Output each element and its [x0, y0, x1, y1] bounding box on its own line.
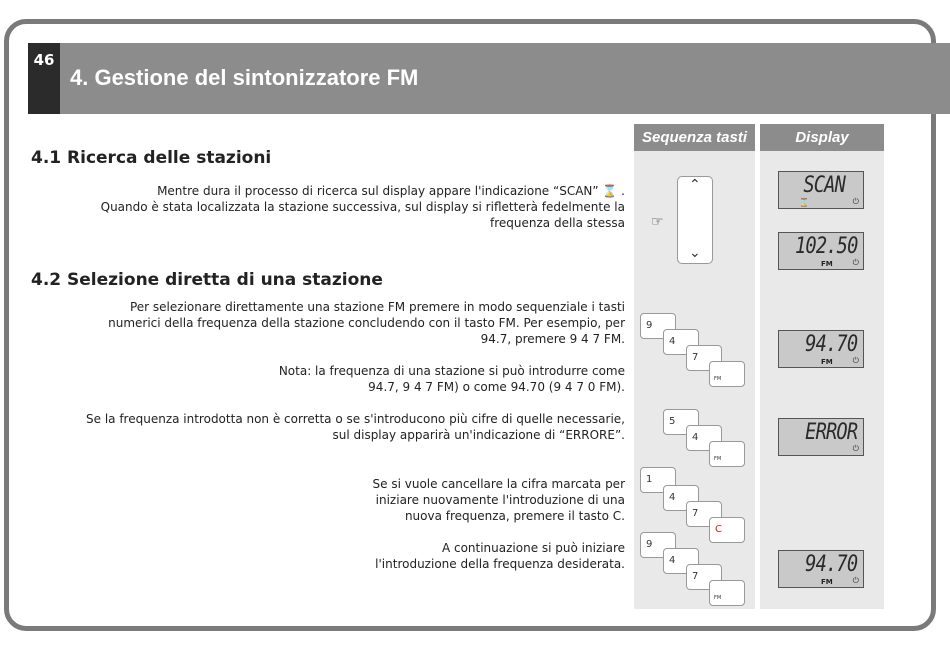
lcd-display-scan: SCAN ⌛ ⏻: [778, 171, 864, 209]
key-7[interactable]: 7: [686, 501, 722, 527]
column-header-keys: Sequenza tasti: [634, 124, 755, 151]
key-9[interactable]: 9: [640, 532, 676, 558]
key-4[interactable]: 4: [663, 548, 699, 574]
lcd-display-94-70: 94.70 FM ⏻: [778, 330, 864, 368]
key-1[interactable]: 1: [640, 467, 676, 493]
power-icon: ⏻: [852, 576, 859, 585]
chevron-down-icon: ⌄: [689, 245, 701, 261]
section-heading-ricerca: 4.1 Ricerca delle stazioni: [31, 148, 272, 168]
page-header: [60, 43, 950, 114]
column-header-display: Display: [760, 124, 884, 151]
hourglass-icon: ⌛: [799, 198, 809, 207]
chevron-up-icon: ⌃: [689, 177, 701, 193]
section2-para1: Per selezionare direttamente una stazione FM premere in modo sequenziale i tasti numerici della frequenza della stazione concludendo con il tasto FM. Per esempio, per 94.7, premere 9 4 7 FM.: [108, 300, 625, 346]
power-icon: ⏻: [852, 356, 859, 365]
key-fm[interactable]: FM: [709, 580, 745, 606]
section-heading-selezione: 4.2 Selezione diretta di una stazione: [31, 270, 383, 290]
key-4[interactable]: 4: [686, 425, 722, 451]
key-7[interactable]: 7: [686, 564, 722, 590]
lcd-display-102-50: 102.50 FM ⏻: [778, 232, 864, 270]
section2-para3: Se la frequenza introdotta non è corretta o se s'introducono più cifre di quelle necessarie, sul display apparirà un'indicazione di “ERRORE”.: [86, 412, 625, 442]
lcd-display-error: ERROR ⏻: [778, 418, 864, 456]
key-5[interactable]: 5: [663, 409, 699, 435]
page-number: 46: [28, 43, 60, 114]
section1-text: Mentre dura il processo di ricerca sul display appare l'indicazione “SCAN” ⌛ . Quando è stata localizzata la stazione successiva, sul display si rifletterà fedelmente la frequenza della stessa: [100, 184, 625, 230]
power-icon: ⏻: [852, 197, 859, 206]
section2-para2: Nota: la frequenza di una stazione si può introdurre come 94.7, 9 4 7 FM) o come 94.70 (9 4 7 0 FM).: [278, 364, 625, 394]
key-4[interactable]: 4: [663, 329, 699, 355]
key-fm[interactable]: FM: [709, 441, 745, 467]
key-9[interactable]: 9: [640, 313, 676, 339]
key-7[interactable]: 7: [686, 345, 722, 371]
page-title: 4. Gestione del sintonizzatore FM: [70, 65, 419, 90]
key-4[interactable]: 4: [663, 485, 699, 511]
key-fm[interactable]: FM: [709, 361, 745, 387]
display-column: [760, 151, 884, 609]
key-c[interactable]: C: [709, 517, 745, 543]
power-icon: ⏻: [852, 258, 859, 267]
lcd-display-94-70-final: 94.70 FM ⏻: [778, 550, 864, 588]
hand-pointer-icon: ☞: [651, 214, 664, 230]
power-icon: ⏻: [852, 444, 859, 453]
tuning-up-down-key[interactable]: [677, 176, 713, 264]
section2-para4: Se si vuole cancellare la cifra marcata per iniziare nuovamente l'introduzione di una nuova frequenza, premere il tasto C.: [372, 477, 625, 523]
section2-para5: A continuazione si può iniziare l'introduzione della frequenza desiderata.: [375, 541, 625, 571]
